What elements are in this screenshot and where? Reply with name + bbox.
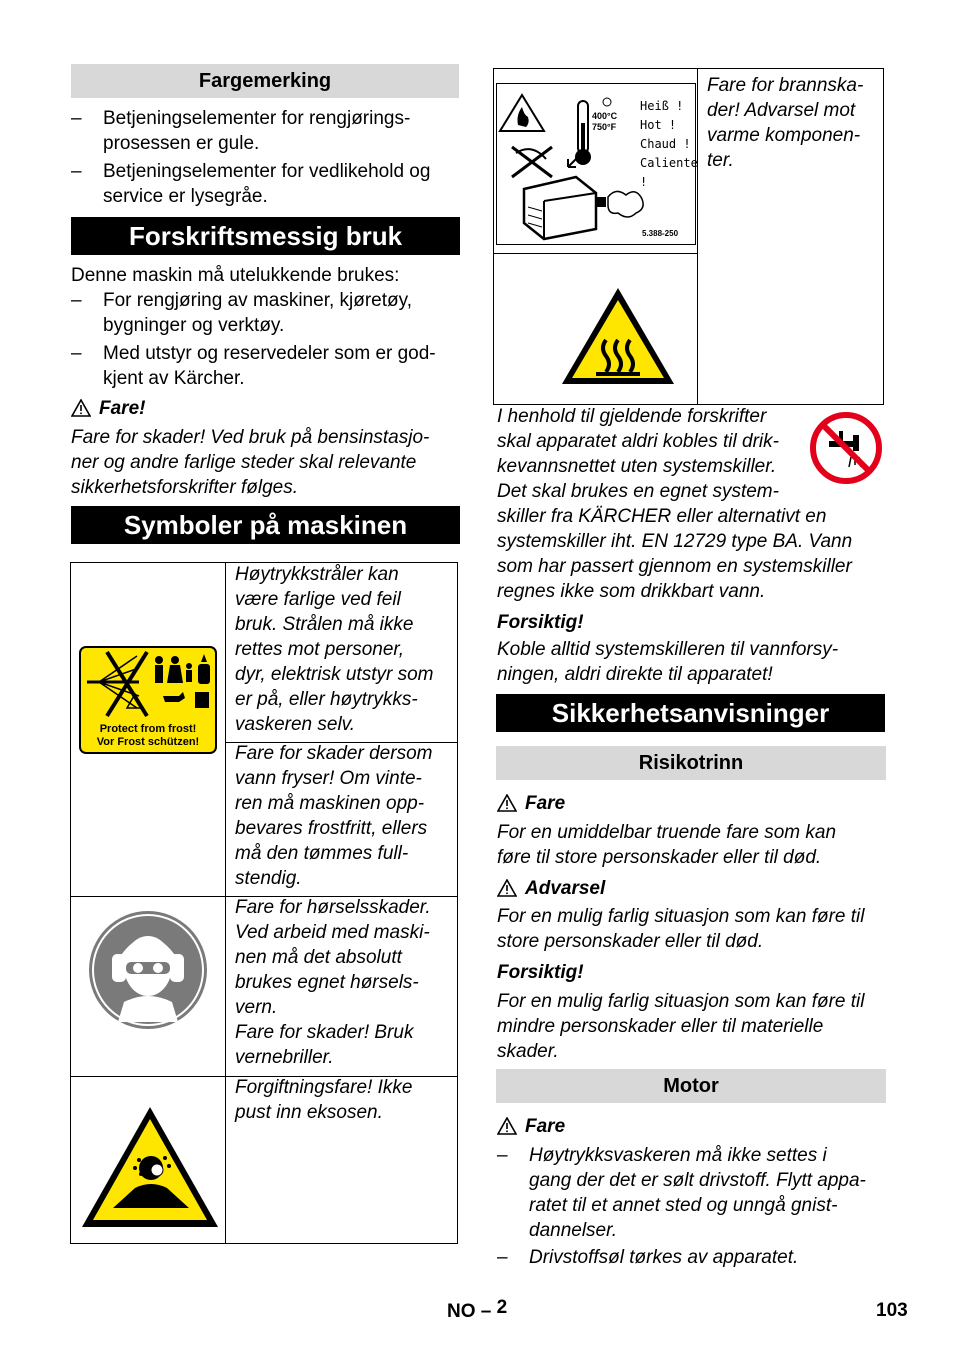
hot-surface-warning-icon [560, 286, 676, 386]
forskrift-intro: Denne maskin må utelukkende brukes: [71, 265, 400, 286]
forsiktig-level-heading: Forsiktig! [497, 962, 584, 983]
motor-heading: Motor [496, 1069, 886, 1103]
advarsel-level-text: For en mulig farlig situasjon som kan føre til store personskader eller til død. [497, 906, 865, 952]
warning-triangle-icon [497, 794, 517, 812]
list-item: – Betjeningselementer for vedlikehold og service er lysegråe. [71, 161, 431, 207]
symbol-desc-high-pressure: Høytrykkstråler kan være farlige ved feil bruk. Strålen må ikke rettes mot personer, dyr, elektrisk utstyr som er på, eller høytrykks- vaskeren selv. [235, 564, 434, 735]
high-pressure-frost-sign [79, 646, 217, 754]
page-number: 103 [876, 1300, 908, 1321]
list-text: Høytrykksvaskeren må ikke settes i gang der det er sølt drivstoff. Flytt appa- ratet til et annet sted og unngå gnist- dannelser. [529, 1145, 866, 1241]
toxic-fumes-icon [79, 1104, 221, 1230]
list-text: Betjeningselementer for rengjørings- prosessen er gule. [103, 108, 411, 154]
forskrift-heading: Forskriftsmessig bruk [71, 217, 460, 255]
list-text: Med utstyr og reservedeler som er god- kjent av Kärcher. [103, 343, 436, 389]
warning-triangle-icon [71, 399, 91, 417]
hot-label-temps: 400°C 750°F [592, 111, 618, 132]
list-item: – For rengjøring av maskiner, kjøretøy, bygninger og verktøy. [71, 290, 413, 336]
list-text: For rengjøring av maskiner, kjøretøy, bygninger og verktøy. [103, 290, 413, 336]
hot-label-code: 5.388-250 [642, 229, 679, 238]
list-item: – Drivstoffsøl tørkes av apparatet. [497, 1247, 799, 1268]
symbol-desc-hearing: Fare for hørselsskader. Ved arbeid med maski- nen må det absolutt brukes egnet hørsels- vern. Fare for skader! Bruk vernebriller. [235, 897, 431, 1068]
hot-surface-text: Fare for brannska- der! Advarsel mot varme komponen- ter. [707, 75, 864, 171]
footer-section-number: 2 [496, 1297, 508, 1318]
hearing-protection-icon [88, 910, 208, 1030]
list-text: Drivstoffsøl tørkes av apparatet. [529, 1247, 799, 1268]
footer-section [447, 1297, 508, 1323]
warning-triangle-icon [497, 879, 517, 897]
symbol-desc-exhaust: Forgiftningsfare! Ikke pust inn eksosen. [235, 1077, 413, 1123]
fare-warning-text: Fare for skader! Ved bruk på bensinstasjo- ner og andre farlige steder skal relevante sikkerhetsforskrifter følges. [71, 427, 430, 498]
motor-fare-heading: Fare [497, 1114, 565, 1139]
sikkerhet-heading: Sikkerhetsanvisninger [496, 694, 885, 732]
exhaust-poison-sign [79, 1104, 221, 1230]
fare-warning-heading: Fare! [71, 396, 145, 421]
symbol-desc-frost: Fare for skader dersom vann fryser! Om vinte- ren må maskinen opp- bevares frostfritt, ellers må den tømmes full- stendig. [235, 743, 433, 889]
symboler-heading: Symboler på maskinen [71, 506, 460, 544]
fare-level-heading: Fare [497, 791, 565, 816]
list-text: Betjeningselementer for vedlikehold og service er lysegråe. [103, 161, 431, 207]
advarsel-level-heading: Advarsel [497, 876, 605, 901]
hearing-protection-sign [88, 910, 208, 1030]
hot-label-words: Heiß ! Hot ! Chaud ! Caliente ! [640, 99, 698, 189]
warning-triangle-icon [497, 1117, 517, 1135]
fare-level-text: For en umiddelbar truende fare som kan føre til store personskader eller til død. [497, 822, 837, 868]
forsiktig-heading: Forsiktig! [497, 612, 584, 633]
forsiktig-level-text: For en mulig farlig situasjon som kan føre til mindre personskader eller til materielle skader. [497, 991, 865, 1062]
forsiktig-text: Koble alltid systemskilleren til vannforsy- ningen, aldri direkte til apparatet! [497, 639, 839, 685]
systemskiller-text: I henhold til gjeldende forskrifter skal apparatet aldri kobles til drik- kevannsnettet uten systemskiller. Det skal brukes en egnet system- skiller fra KÄRCHER eller alternativt en systemskiller iht. EN 12729 type BA. Vann som har passert gjennom en systemskiller regnes ikke som drikkbart vann. [497, 406, 853, 602]
list-item: – Høytrykksvaskeren må ikke settes i gang der det er sølt drivstoff. Flytt appa- ratet til et annet sted og unngå gnist- dannelser. [497, 1145, 866, 1241]
hot-surface-label [496, 83, 696, 245]
fargemerking-heading: Fargemerking [71, 64, 459, 98]
risikotrinn-heading: Risikotrinn [496, 746, 886, 780]
list-item: – Med utstyr og reservedeler som er god- kjent av Kärcher. [71, 343, 436, 389]
list-item: – Betjeningselementer for rengjørings- prosessen er gule. [71, 108, 411, 154]
footer-lang: NO [447, 1301, 476, 1322]
hot-surface-sign [560, 286, 676, 386]
footer-dash: – [480, 1301, 492, 1322]
frost-sign-label: Protect from frost! Vor Frost schützen! [96, 723, 200, 748]
